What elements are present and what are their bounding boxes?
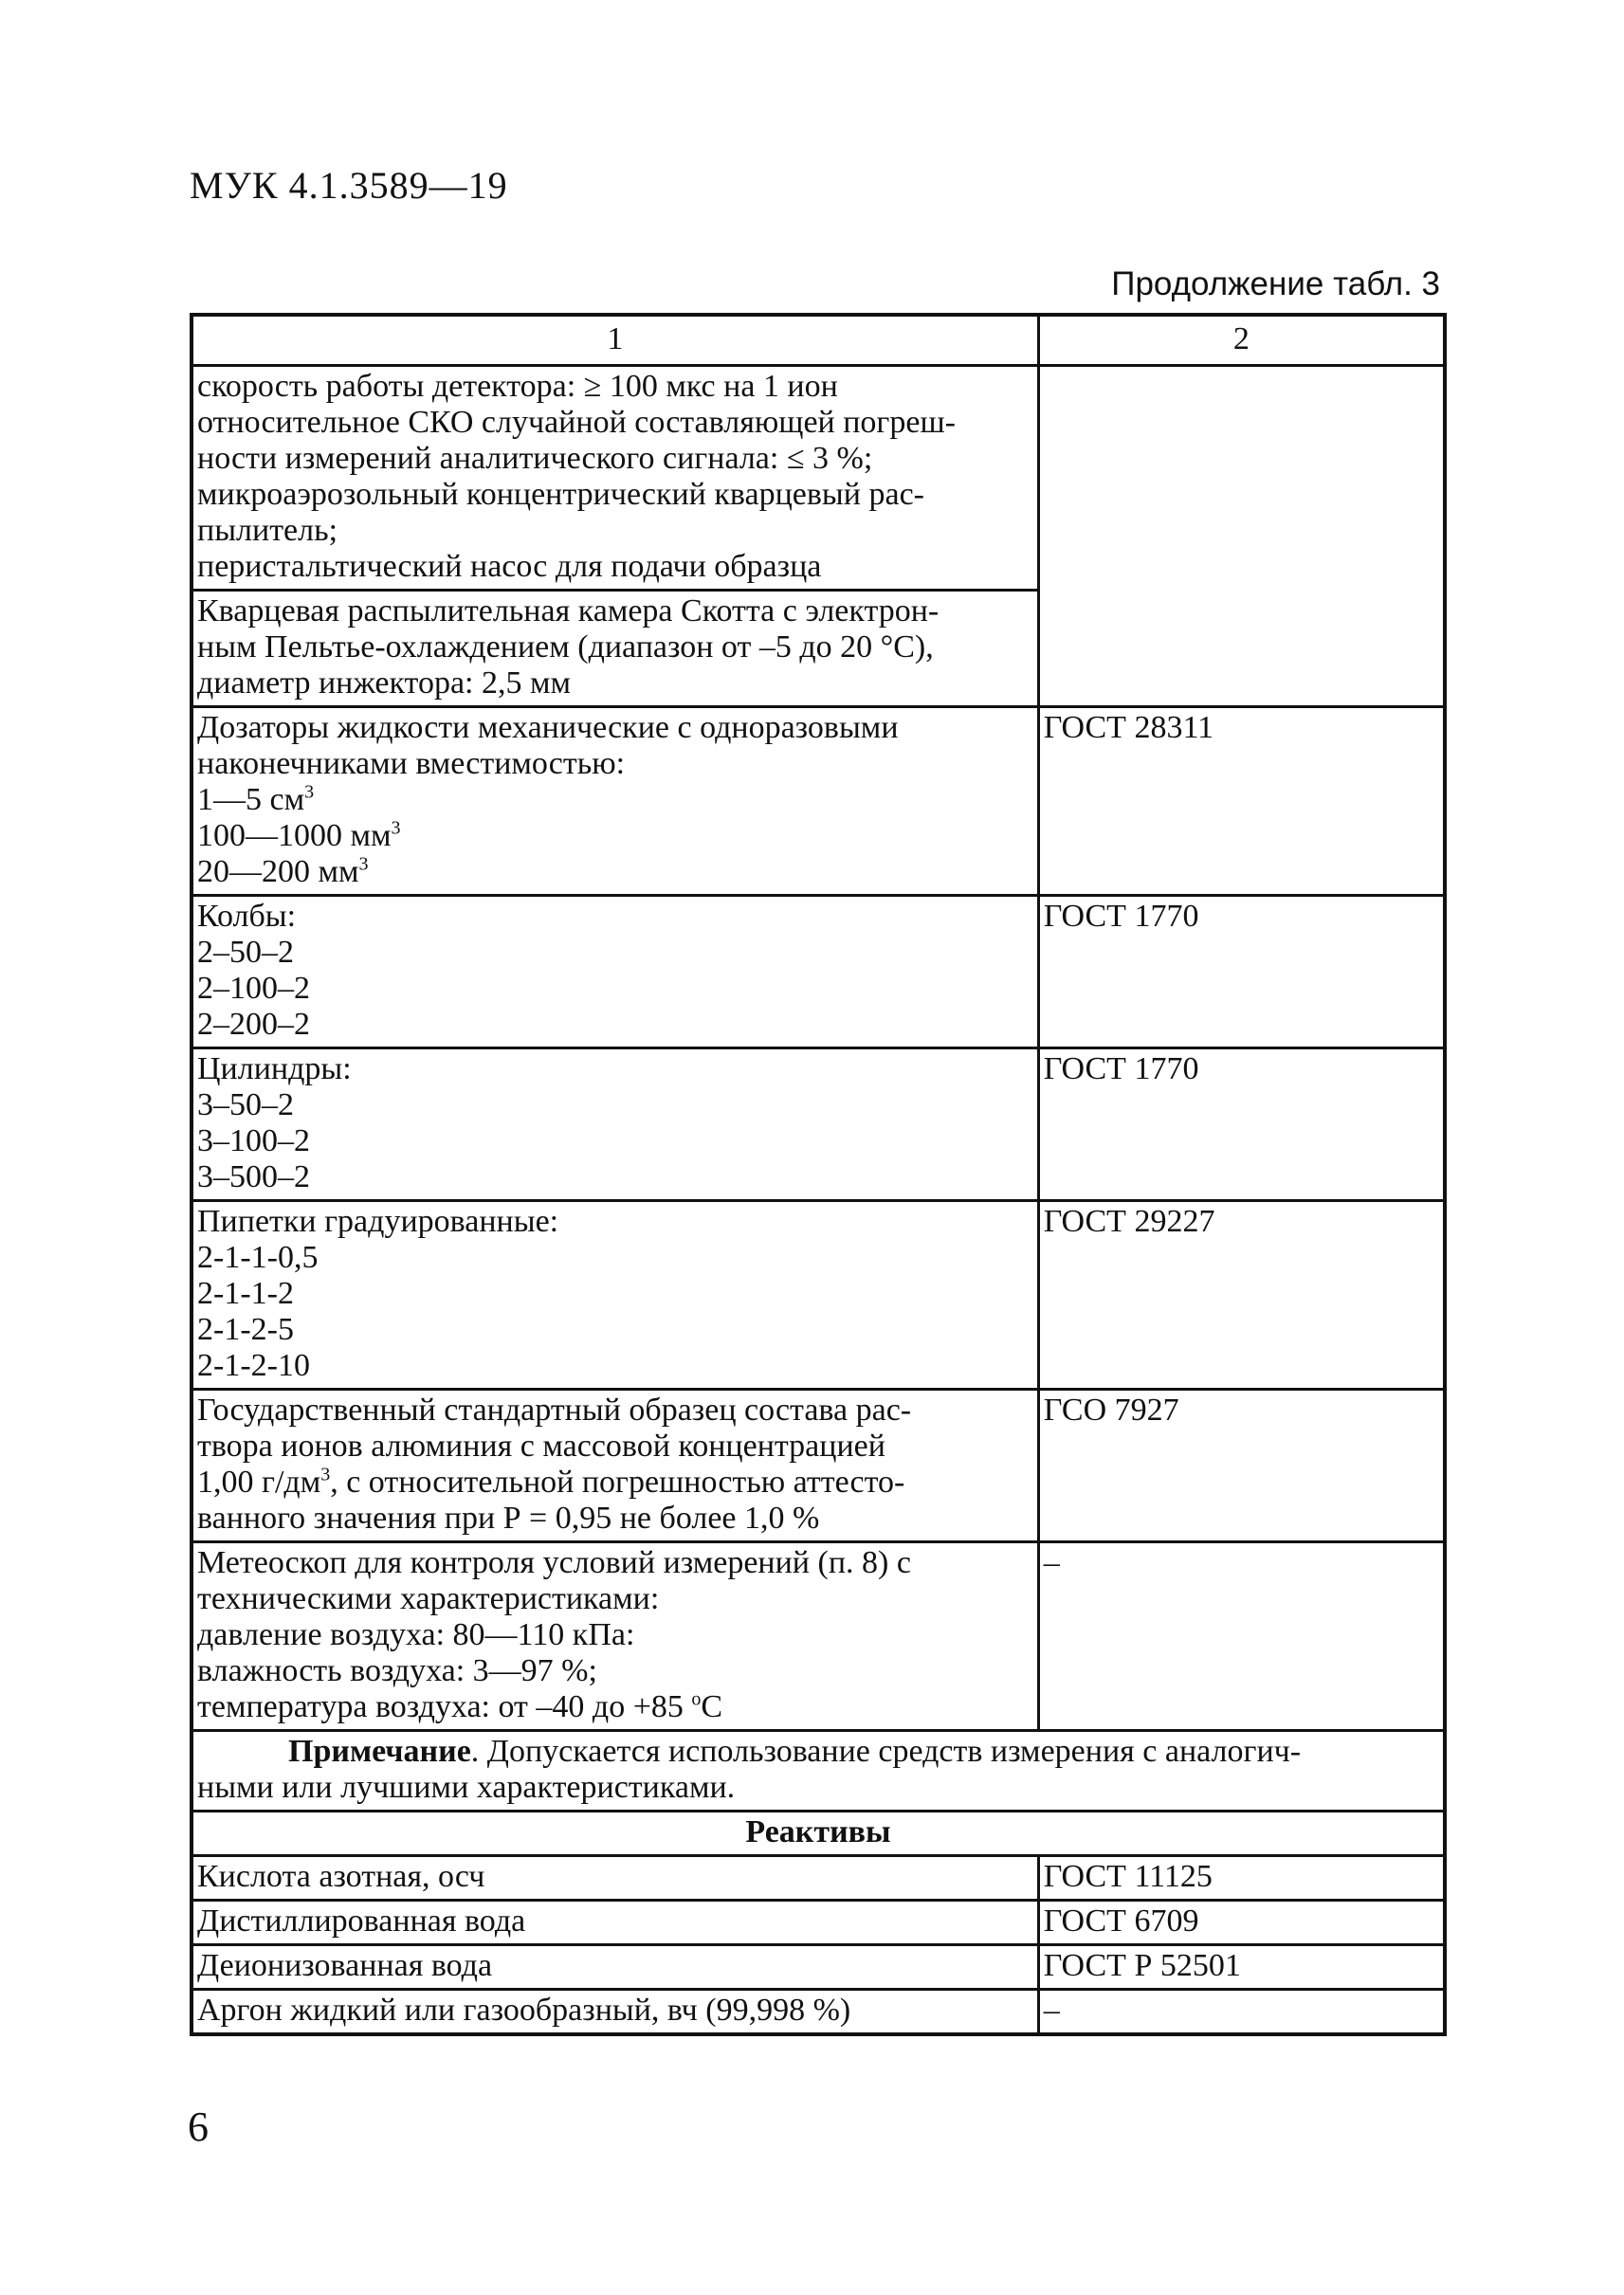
volume-text: 1—5 см [197, 782, 305, 817]
description-line: техническими характеристиками: [197, 1581, 660, 1616]
column-header-2: 2 [1038, 315, 1445, 366]
description-line: ванного значения при Р = 0,95 не более 1,0 % [197, 1501, 820, 1536]
description-line: давление воздуха: 80—110 кПа: [197, 1617, 635, 1652]
item-standard [1038, 366, 1445, 707]
note-cell [192, 1731, 1445, 1812]
reagent-row [192, 1901, 1445, 1945]
item-description [192, 366, 1038, 591]
item-standard: ГОСТ 1770 [1038, 1048, 1445, 1201]
concentration-text-cont: , с относительной погрешностью аттесто- [330, 1465, 905, 1500]
table-row [192, 707, 1445, 896]
description-line: скорость работы детектора: ≥ 100 мкс на 1 ион [197, 369, 838, 404]
description-line: влажность воздуха: 3—97 %; [197, 1653, 597, 1688]
description-line: 2-1-2-10 [197, 1348, 310, 1383]
volume-line [197, 818, 1033, 854]
description-line: 2-1-1-2 [197, 1276, 294, 1311]
item-standard: – [1038, 1542, 1445, 1731]
description-line: Кварцевая распылительная камера Скотта с электрон- [197, 593, 940, 628]
description-line: 3–50–2 [197, 1087, 294, 1122]
note-line [197, 1734, 1439, 1770]
temperature-text: температура воздуха: от –40 до +85 [197, 1689, 692, 1724]
column-header-1: 1 [192, 315, 1038, 366]
reagent-name: Дистиллированная вода [192, 1901, 1038, 1945]
temperature-unit: С [701, 1689, 723, 1724]
reagent-row [192, 1945, 1445, 1990]
description-line: твора ионов алюминия с массовой концентрацией [197, 1429, 885, 1464]
description-line: Метеоскоп для контроля условий измерений (п. 8) с [197, 1545, 911, 1580]
reagent-row [192, 1990, 1445, 2035]
table-row [192, 1048, 1445, 1201]
table-row [192, 366, 1445, 591]
volume-text: 100—1000 мм [197, 818, 392, 853]
description-line: 2–100–2 [197, 971, 310, 1006]
volume-line [197, 782, 1033, 818]
table-continuation-label: Продолжение табл. 3 [1111, 265, 1440, 302]
description-line: диаметр инжектора: 2,5 мм [197, 665, 572, 701]
description-line: микроаэрозольный концентрический кварцевый рас- [197, 477, 924, 512]
volume-superscript: 3 [304, 781, 315, 803]
description-line: 2-1-1-0,5 [197, 1240, 319, 1275]
item-description [192, 1048, 1038, 1201]
note-line: ными или лучшими характеристиками. [197, 1770, 736, 1805]
concentration-superscript: 3 [320, 1464, 331, 1485]
reagents-section-title: Реактивы [192, 1812, 1445, 1856]
reagent-name: Аргон жидкий или газообразный, вч (99,998 %) [192, 1990, 1038, 2035]
concentration-text: 1,00 г/дм [197, 1465, 321, 1500]
description-line: Государственный стандартный образец состава рас- [197, 1393, 912, 1428]
description-line: наконечниками вместимостью: [197, 746, 626, 781]
table-row [192, 896, 1445, 1048]
item-description [192, 591, 1038, 707]
reagent-standard: ГОСТ 11125 [1038, 1856, 1445, 1901]
description-line: пылитель; [197, 513, 338, 548]
reagent-standard: – [1038, 1990, 1445, 2035]
volume-text: 20—200 мм [197, 854, 359, 889]
reagent-standard: ГОСТ 6709 [1038, 1901, 1445, 1945]
volume-superscript: 3 [391, 817, 401, 839]
equipment-table [190, 313, 1447, 2036]
note-row [192, 1731, 1445, 1812]
degree-superscript: о [691, 1688, 702, 1710]
item-standard: ГОСТ 1770 [1038, 896, 1445, 1048]
volume-line [197, 854, 1033, 890]
note-text: . Допускается использование средств измерения с аналогич- [470, 1734, 1302, 1769]
description-line: перистальтический насос для подачи образца [197, 549, 822, 584]
note-label: Примечание [288, 1734, 471, 1769]
description-line [197, 1689, 1033, 1725]
item-description [192, 1201, 1038, 1390]
description-line: 3–100–2 [197, 1123, 310, 1158]
description-line: 2-1-2-5 [197, 1312, 294, 1347]
table-row [192, 1542, 1445, 1731]
description-line: 2–200–2 [197, 1007, 310, 1042]
item-standard: ГОСТ 28311 [1038, 707, 1445, 896]
item-standard: ГОСТ 29227 [1038, 1201, 1445, 1390]
page-number: 6 [188, 2104, 209, 2150]
reagent-name: Кислота азотная, осч [192, 1856, 1038, 1901]
volume-superscript: 3 [358, 853, 369, 875]
item-description [192, 1542, 1038, 1731]
item-standard: ГСО 7927 [1038, 1390, 1445, 1542]
table-header-row [192, 315, 1445, 366]
description-line: ным Пельтье-охлаждением (диапазон от –5 до 20 °С), [197, 629, 934, 665]
section-row [192, 1812, 1445, 1856]
description-line: Цилиндры: [197, 1051, 352, 1086]
reagent-row [192, 1856, 1445, 1901]
document-code: МУК 4.1.3589—19 [190, 164, 508, 207]
description-line: Колбы: [197, 899, 297, 934]
description-line: относительное СКО случайной составляющей погреш- [197, 405, 956, 440]
reagent-standard: ГОСТ Р 52501 [1038, 1945, 1445, 1990]
table-row [192, 1390, 1445, 1542]
item-description [192, 896, 1038, 1048]
description-line: 3–500–2 [197, 1159, 310, 1194]
description-line: Пипетки градуированные: [197, 1204, 559, 1239]
description-line: 2–50–2 [197, 935, 294, 970]
table-row [192, 1201, 1445, 1390]
reagent-name: Деионизованная вода [192, 1945, 1038, 1990]
description-line [197, 1465, 1033, 1501]
description-line: ности измерений аналитического сигнала: ≤ 3 %; [197, 441, 873, 476]
item-description [192, 707, 1038, 896]
description-line: Дозаторы жидкости механические с одноразовыми [197, 710, 899, 745]
item-description [192, 1390, 1038, 1542]
